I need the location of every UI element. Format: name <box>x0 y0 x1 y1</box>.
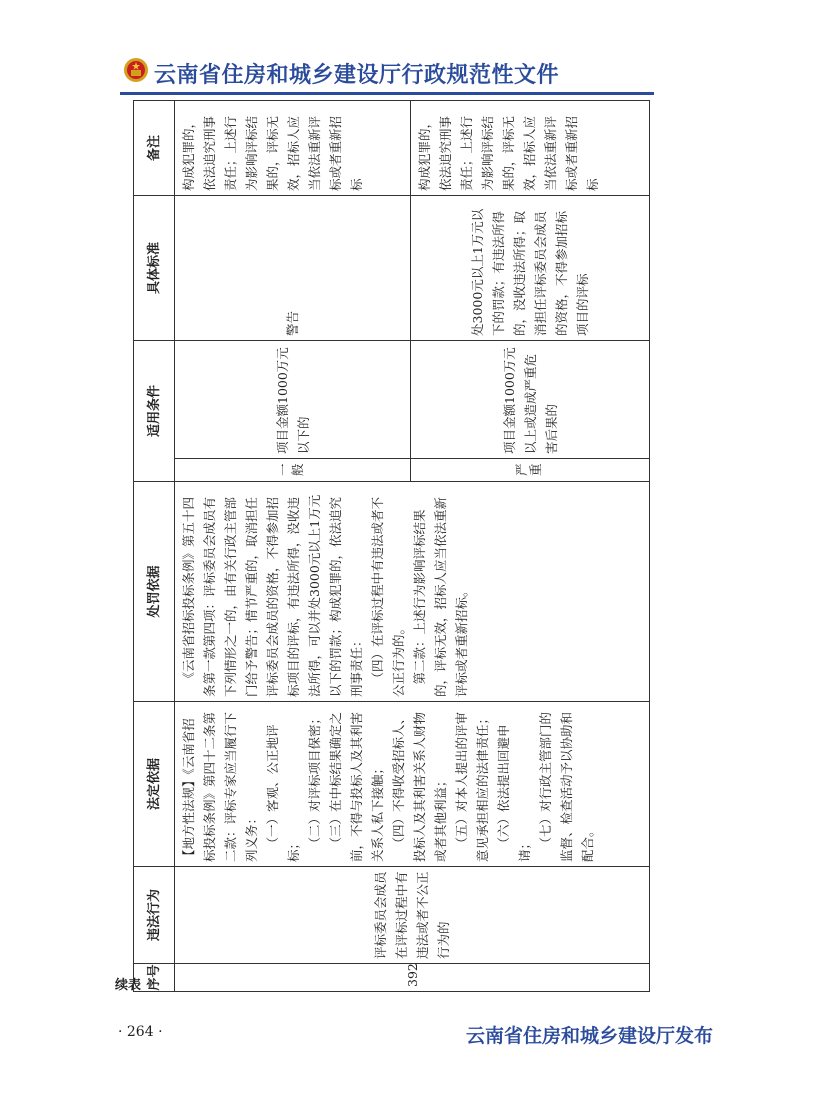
level-label: 严重 <box>513 463 543 476</box>
national-emblem-icon <box>123 57 149 83</box>
header-penalty-basis: 处罚依据 <box>134 482 175 702</box>
condition-severe: 项目金额1000万元以上或造成严重危害后果的 <box>411 340 650 458</box>
row-penalty-basis <box>175 482 650 702</box>
row-seq: 392 <box>175 964 650 992</box>
publisher-footer: 云南省住房和城乡建设厅发布 <box>466 1025 714 1047</box>
legal-basis-para: （七）对行政主管部门的监督、检查活动予以协助和配合。 <box>538 711 595 862</box>
legal-basis-para: （六）依法提出回避申请； <box>496 724 532 862</box>
header-divider <box>120 92 654 95</box>
table-header-row <box>134 100 175 991</box>
header-seq: 序号 <box>134 964 175 992</box>
level-severe <box>411 459 650 482</box>
table-row <box>175 100 411 991</box>
header-condition: 适用条件 <box>134 340 175 481</box>
penalty-basis-para: 《云南省招标投标条例》第五十四条第一款第四项：评标委员会成员有下列情形之一的，由有关行政主管部门给予警告；情节严重的，取消担任评标委员会成员的资格，不得参加招标项目的评标，有违法所得，没收违法所得，可以并处3000元以上1万元以下的罚款；构成犯罪的，依法追究刑事责任： <box>181 494 364 697</box>
header-legal-basis: 法定依据 <box>134 702 175 867</box>
condition-general: 项目金额1000万元以下的 <box>175 340 411 458</box>
row-legal-basis <box>175 702 650 867</box>
remarks-general: 构成犯罪的，依法追究刑事责任；上述行为影响评标结果的，评标无效，招标人应当依法重新评标或者重新招标 <box>175 100 411 195</box>
legal-basis-para: （三）在中标结果确定之前，不得与投标人及其利害关系人私下接触； <box>328 711 385 862</box>
continued-label: 续表 <box>115 978 142 993</box>
row-violation: 评标委员会成员在评标过程中有违法或者不公正行为的 <box>175 867 650 964</box>
remarks-severe: 构成犯罪的，依法追究刑事责任；上述行为影响评标结果的，评标无效，招标人应当依法重新评标或者重新招标 <box>411 100 650 195</box>
legal-basis-para: （四）不得收受招标人、投标人及其利害关系人财物或者其他利益； <box>391 711 448 862</box>
legal-basis-para: （二）对评标项目保密； <box>307 711 322 850</box>
penalty-basis-para: 第二款：上述行为影响评标结果的，评标无效，招标人应当依法重新评标或者重新招标。 <box>412 496 469 697</box>
legal-basis-para: （一）客观、公正地评标； <box>265 724 301 862</box>
penalty-basis-para: （四）在评标过程中有违法或者不公正行为的。 <box>370 496 406 697</box>
header-remarks: 备注 <box>134 100 175 195</box>
penalty-standard-table <box>133 100 650 992</box>
standard-general: 警告 <box>175 195 411 340</box>
legal-basis-para: （五）对本人提出的评审意见承担相应的法律责任； <box>454 711 490 862</box>
rotated-table-area <box>113 101 649 992</box>
level-label: 一般 <box>276 463 305 476</box>
header-standard: 具体标准 <box>134 195 175 340</box>
level-general <box>175 459 411 482</box>
page-number: · 264 · <box>118 1024 163 1040</box>
header-title: 云南省住房和城乡建设厅行政规范性文件 <box>154 63 560 88</box>
header-violation: 违法行为 <box>134 867 175 964</box>
standard-severe: 处3000元以上1万元以下的罚款；有违法所得的，没收违法所得；取消担任评标委员会成员的资格，不得参加招标项目的评标 <box>411 195 650 340</box>
legal-basis-para: 【地方性法规】《云南省招标投标条例》第四十二条第二款：评标专家应当履行下列义务： <box>181 711 259 862</box>
